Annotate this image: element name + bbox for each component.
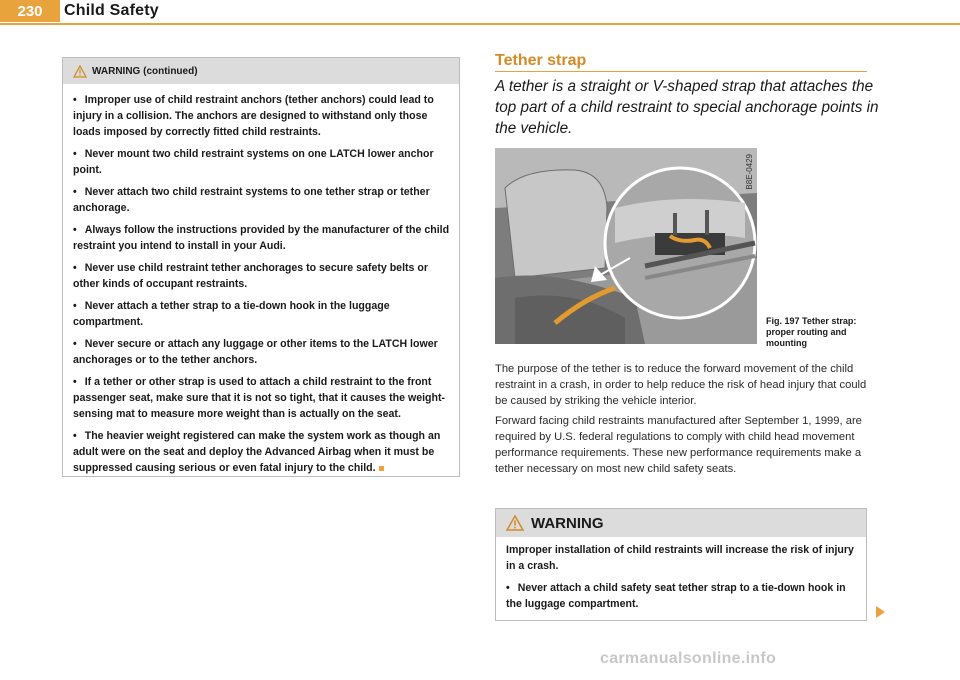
warning-bullet: • Never secure or attach any luggage or other items to the LATCH lower anchorages or to the tether anchors.: [73, 338, 438, 366]
watermark: carmanualsonline.info: [600, 650, 777, 667]
tether-strap-illustration: [495, 148, 757, 344]
warning-bullet: • The heavier weight registered can make the system work as though an adult were on the seat and deploy the Advanced Airbag when it must be suppressed causing serious or even fatal injury to the child.: [73, 430, 441, 474]
section-title: Tether strap: [495, 52, 587, 69]
warning-triangle-icon: [73, 65, 87, 78]
warning-bullet: • Never mount two child restraint systems on one LATCH lower anchor point.: [73, 148, 434, 176]
warning-bullet: • Never attach a tether strap to a tie-down hook in the luggage compartment.: [73, 300, 390, 328]
warning-body: [496, 537, 866, 612]
warning-header: [63, 58, 459, 84]
figure-caption: Fig. 197 Tether strap: proper routing and mounting: [766, 316, 857, 348]
warning-header: [496, 509, 866, 537]
warning-bullet: • Always follow the instructions provided by the manufacturer of the child restraint you intend to install in your Audi.: [73, 224, 450, 252]
warning-bullet: • Never attach two child restraint systems to one tether strap or tether anchorage.: [73, 186, 430, 214]
figure-code: B8E-0429: [745, 154, 754, 190]
warning-box: [495, 508, 867, 621]
warning-bullet: • Never attach a child safety seat tether strap to a tie-down hook in the luggage compartment.: [506, 582, 846, 610]
paragraph-purpose: The purpose of the tether is to reduce the forward movement of the child restraint in a crash, in order to help reduce the risk of head injury that could be caused by striking the vehicle interior.: [495, 363, 867, 407]
warning-lead: Improper installation of child restraints will increase the risk of injury in a crash.: [506, 544, 854, 572]
warning-heading: WARNING: [531, 514, 604, 532]
tether-strap-figure: [495, 148, 757, 344]
warning-triangle-icon: [506, 515, 524, 531]
warning-heading: WARNING (continued): [92, 65, 198, 77]
paragraph-regulations: Forward facing child restraints manufactured after September 1, 1999, are required by U.S. federal regulations to comply with child head movement performance requirements. These new performance requirements make a tether necessary on most new child safety seats.: [495, 415, 862, 475]
header-rule: [0, 23, 960, 25]
warning-box-continued: [62, 57, 460, 477]
continue-arrow-icon: [876, 606, 885, 618]
page-number: 230: [0, 0, 60, 22]
section-intro: A tether is a straight or V-shaped strap that attaches the top part of a child restraint to special anchorage points in the vehicle.: [495, 78, 879, 137]
warning-body: [63, 84, 459, 476]
warning-bullet: • Never use child restraint tether anchorages to secure safety belts or other kinds of occupant restraints.: [73, 262, 428, 290]
section-end-mark: [379, 466, 384, 471]
section-rule: [495, 71, 867, 72]
warning-bullet: • Improper use of child restraint anchors (tether anchors) could lead to injury in a collision. The anchors are designed to withstand only those loads imposed by correctly fitted child restraints.: [73, 94, 434, 138]
chapter-title: Child Safety: [64, 2, 159, 19]
warning-bullet: • If a tether or other strap is used to attach a child restraint to the front passenger seat, make sure that it is not so tight, that it causes the weight-sensing mat to measure more weight than is actually on the seat.: [73, 376, 446, 420]
